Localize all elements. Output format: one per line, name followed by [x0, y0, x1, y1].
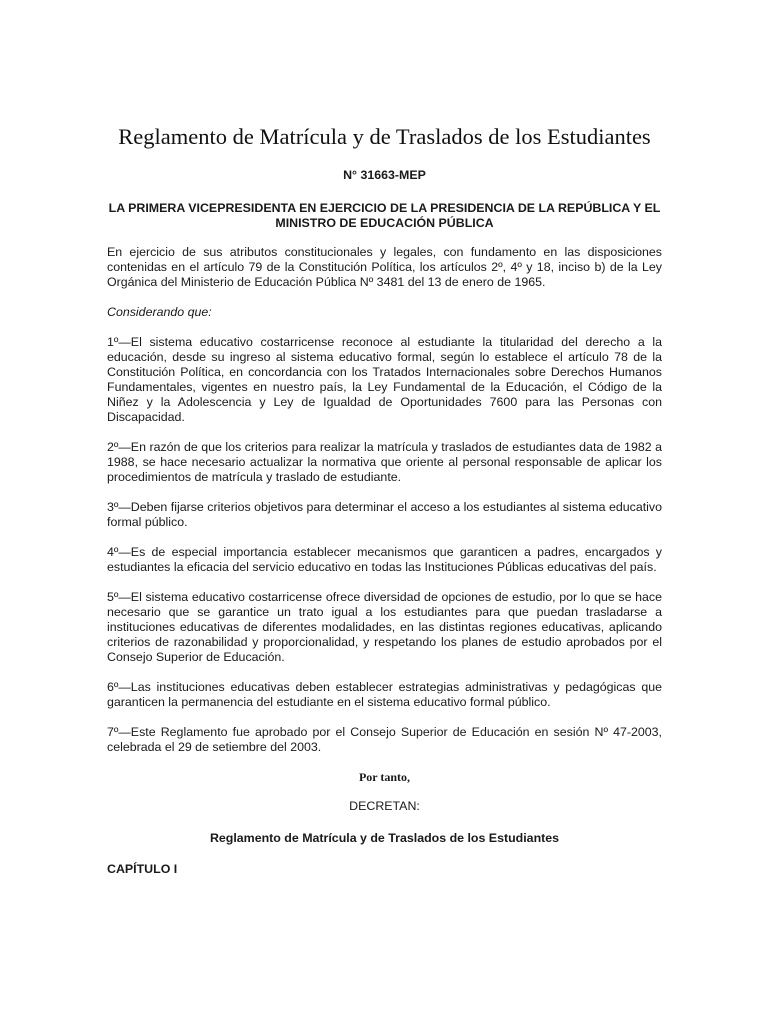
- consideration-1: 1º—El sistema educativo costarricense reconoce al estudiante la titularidad del derecho a la educación, desde su ingreso al sistema educativo formal, según lo establece el artículo 78 de la Constitución Política, en concordancia con los Tratados Internacionales sobre Derechos Humanos Fundamentales, vigentes en nuestro país, la Ley Fundamental de la Educación, el Código de la Niñez y la Adolescencia y Ley de Igualdad de Oportunidades 7600 para las Personas con Discapacidad.: [107, 335, 662, 424]
- issuing-authority: LA PRIMERA VICEPRESIDENTA EN EJERCICIO DE LA PRESIDENCIA DE LA REPÚBLICA Y EL MINISTRO DE EDUCACIÓN PÚBLICA: [108, 201, 661, 230]
- consideration-7: 7º—Este Reglamento fue aprobado por el Consejo Superior de Educación en sesión Nº 47-2003, celebrada el 29 de setiembre del 2003.: [107, 725, 662, 754]
- consideration-3: 3º—Deben fijarse criterios objetivos para determinar el acceso a los estudiantes al sistema educativo formal público.: [107, 500, 662, 529]
- considerando-heading: Considerando que:: [107, 305, 212, 319]
- consideration-2: 2º—En razón de que los criterios para realizar la matrícula y traslados de estudiantes data de 1982 a 1988, se hace necesario actualizar la normativa que oriente al personal responsable de aplicar los procedimientos de matrícula y traslado de estudiante.: [107, 440, 662, 484]
- preamble-paragraph: En ejercicio de sus atributos constitucionales y legales, con fundamento en las disposiciones contenidas en el artículo 79 de la Constitución Política, los artículos 2º, 4º y 18, inciso b) de la Ley Orgánica del Ministerio de Educación Pública Nº 3481 del 13 de enero de 1965.: [107, 245, 662, 289]
- decree-number: N° 31663-MEP: [343, 168, 426, 182]
- regulation-title: Reglamento de Matrícula y de Traslados de los Estudiantes: [209, 831, 560, 845]
- consideration-4: 4º—Es de especial importancia establecer mecanismos que garanticen a padres, encargados y estudiantes la eficacia del servicio educativo en todas las Instituciones Públicas educativas del país.: [107, 545, 662, 574]
- decretan-label: DECRETAN:: [349, 799, 420, 813]
- chapter-heading: CAPÍTULO I: [107, 862, 178, 876]
- por-tanto-label: Por tanto,: [358, 770, 411, 784]
- consideration-5: 5º—El sistema educativo costarricense ofrece diversidad de opciones de estudio, por lo que se hace necesario que se garantice un trato igual a los estudiantes para que puedan trasladarse a instituciones educativas de diferentes modalidades, en las distintas regiones educativas, aplicando criterios de razonabilidad y proporcionalidad, y respetando los planes de estudio aprobados por el Consejo Superior de Educación.: [107, 590, 662, 664]
- document-body: [107, 122, 662, 877]
- document-title: Reglamento de Matrícula y de Traslados de los Estudiantes: [118, 124, 651, 149]
- consideration-6: 6º—Las instituciones educativas deben establecer estrategias administrativas y pedagógicas que garanticen la permanencia del estudiante en el sistema educativo formal público.: [107, 680, 662, 709]
